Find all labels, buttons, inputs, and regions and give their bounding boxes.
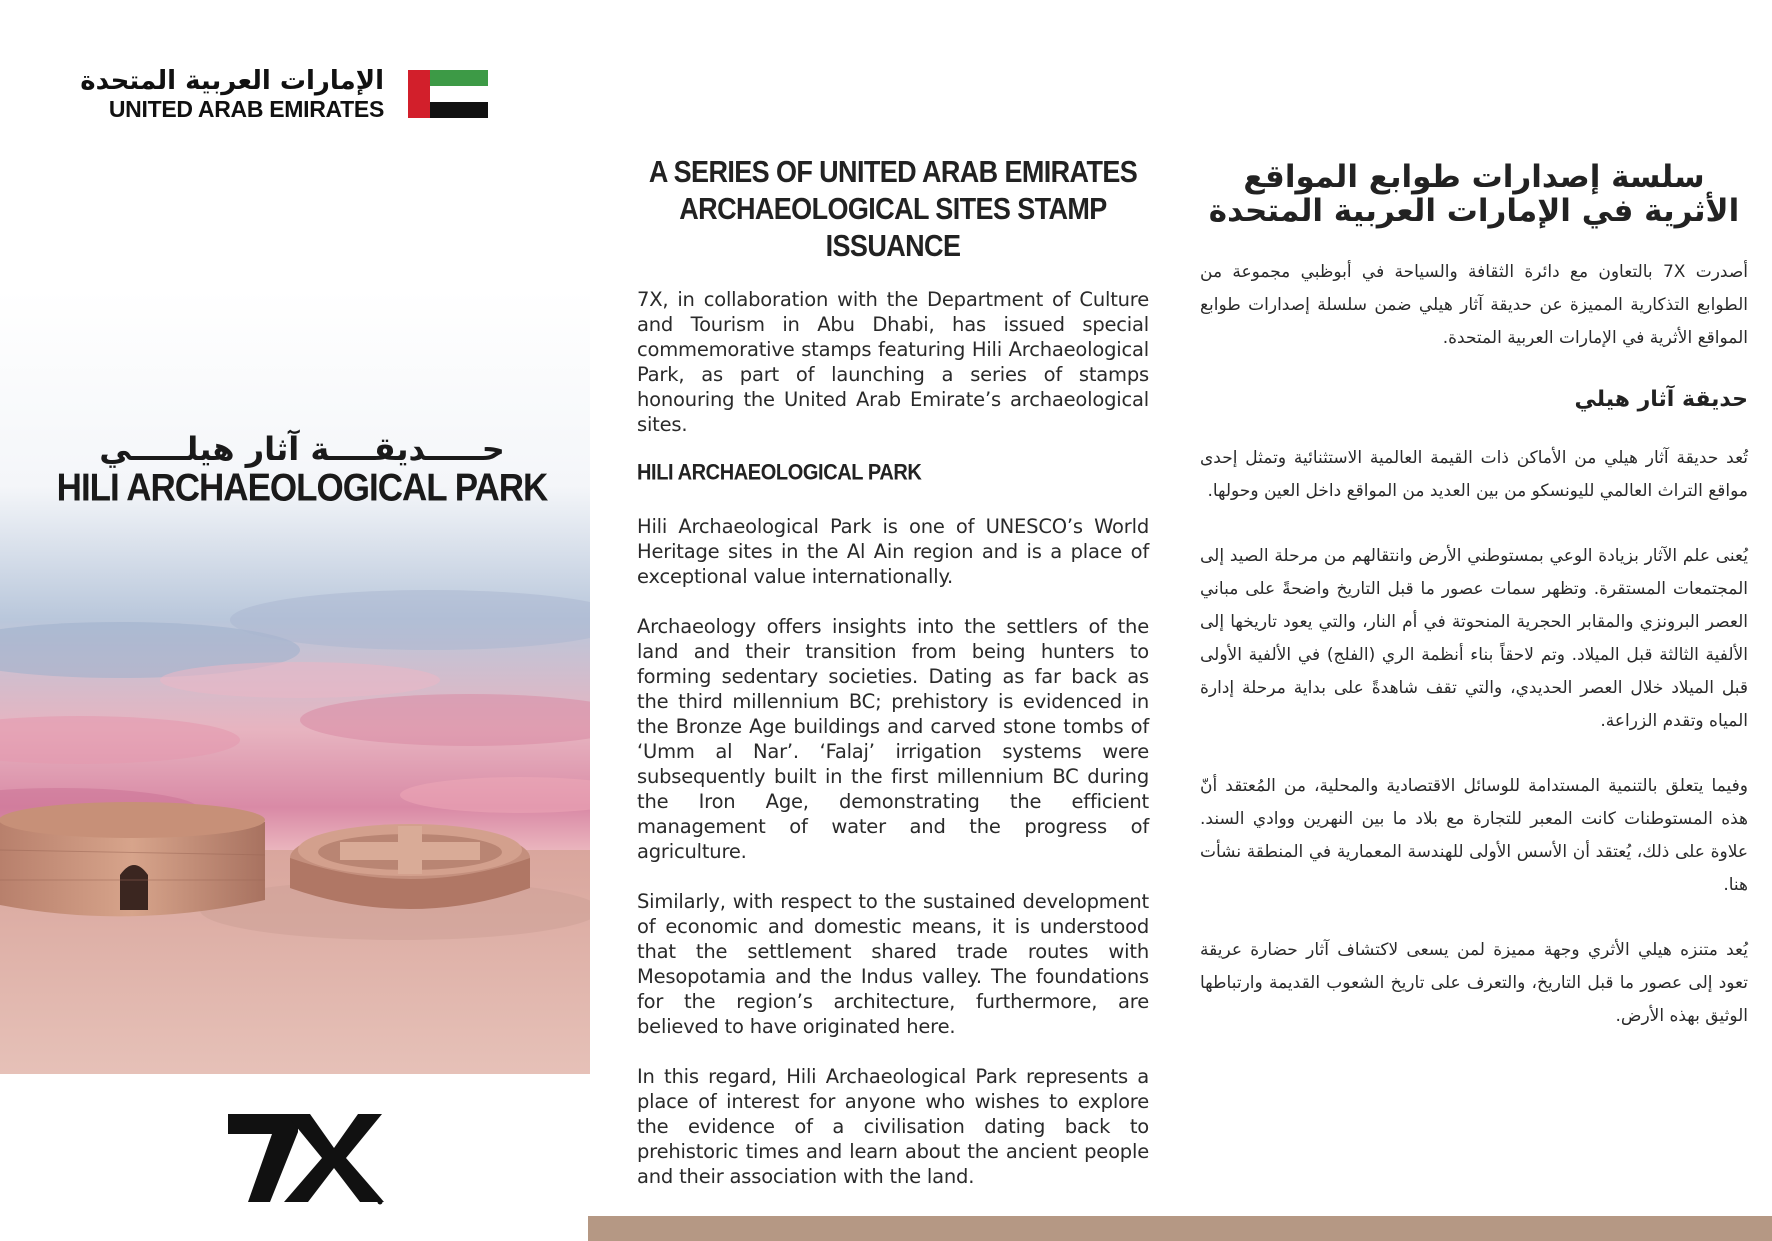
arabic-column: [1200, 160, 1748, 1065]
uae-brand: [80, 66, 488, 122]
country-name-english: UNITED ARAB EMIRATES: [108, 96, 384, 122]
park-title-arabic: حـــــديقــــة آثار هيلـــــي: [99, 430, 505, 468]
english-paragraph: Similarly, with respect to the sustained development of economic and domestic means, it is understood that the settlement shared trade routes with Mesopotamia and the Indus valley. The foundations for the region’s architecture, furthermore, are believed to have originated here.: [637, 890, 1149, 1038]
english-title-line2: ARCHAEOLOGICAL SITES STAMP ISSUANCE: [679, 192, 1107, 263]
arabic-subheading: حديقة آثار هيلي: [1574, 387, 1748, 412]
park-title-english: HILI ARCHAEOLOGICAL PARK: [56, 465, 548, 510]
uae-flag-icon: [408, 70, 488, 118]
arabic-paragraph: وفيما يتعلق بالتنمية المستدامة للوسائل الاقتصادية والمحلية، من المُعتقد أنّ هذه المستوطنات كانت المعبر للتجارة مع بلاد ما بين النهرين ووادي السند. علاوة على ذلك، يُعتقد أن الأسس الأولى للهندسة المعمارية في المنطقة نشأت هنا.: [1200, 776, 1748, 895]
arabic-title-line1: سلسة إصدارات طوابع المواقع: [1243, 159, 1705, 195]
english-title-line1: A SERIES OF UNITED ARAB EMIRATES: [648, 155, 1138, 189]
english-intro: 7X, in collaboration with the Department of Culture and Tourism in Abu Dhabi, has issued special commemorative stamps featuring Hili Archaeological Park, as part of launching a series of stamps honouring the United Arab Emirate’s archaeological sites.: [637, 288, 1149, 436]
english-paragraph: Archaeology offers insights into the settlers of the land and their transition from being hunters to forming sedentary societies. Dating as far back as the third millennium BC; prehistory is evidenced in the Bronze Age buildings and carved stone tombs of ‘Umm al Nar’. ‘Falaj’ irrigation systems were subsequently built in the first millennium BC during the Iron Age, demonstrating the efficient management of water and the progress of agriculture.: [637, 615, 1149, 863]
english-column: [637, 155, 1149, 1214]
english-title: [637, 154, 1149, 265]
arabic-intro: أصدرت 7X بالتعاون مع دائرة الثقافة والسياحة في أبوظبي مجموعة من الطوابع التذكارية المميزة عن حديقة آثار هيلي ضمن سلسلة إصدارات طوابع المواقع الأثرية في الإمارات العربية المتحدة.: [1200, 262, 1749, 348]
arabic-paragraph: تُعد حديقة آثار هيلي من الأماكن ذات القيمة العالمية الاستثنائية وتمثل إحدى مواقع التراث العالمي لليونسكو من بين العديد من المواقع داخل العين وحولها.: [1200, 448, 1748, 501]
arabic-title: [1200, 160, 1748, 228]
arabic-paragraph: يُعنى علم الآثار بزيادة الوعي بمستوطني الأرض وانتقالهم من مرحلة الصيد إلى المجتمعات المستقرة. وتظهر سمات عصور ما قبل التاريخ واضحةً على مباني العصر البرونزي والمقابر الحجرية المنحوتة في أم النار، والتي يعود تاريخها إلى الألفية الثالثة قبل الميلاد. وتم لاحقاً بناء أنظمة الري (الفلج) في الألفية الأولى قبل الميلاد خلال العصر الحديدي، والتي تقف شاهدةً على بداية مرحلة إدارة المياه وتقدم الزراعة.: [1200, 546, 1748, 731]
english-paragraph: Hili Archaeological Park is one of UNESCO’s World Heritage sites in the Al Ain region and is a place of exceptional value internationally.: [637, 515, 1149, 588]
footer-bar: [588, 1216, 1772, 1241]
arabic-paragraph: يُعد متنزه هيلي الأثري وجهة مميزة لمن يسعى لاكتشاف آثار حضارة عريقة تعود إلى عصور ما قبل التاريخ، والتعرف على تاريخ الشعوب القديمة وارتباطها الوثيق بهذه الأرض.: [1200, 940, 1748, 1026]
hili-park-photo: [0, 290, 590, 1074]
arabic-title-line2: الأثرية في الإمارات العربية المتحدة: [1208, 193, 1740, 229]
7x-logo: [226, 1110, 386, 1206]
english-paragraph: In this regard, Hili Archaeological Park represents a place of interest for anyone who wishes to explore the evidence of a civilisation dating back to prehistoric times and learn about the ancient people and their association with the land.: [637, 1065, 1149, 1188]
country-name-arabic: الإمارات العربية المتحدة: [80, 66, 384, 96]
english-subheading: HILI ARCHAEOLOGICAL PARK: [637, 460, 922, 486]
